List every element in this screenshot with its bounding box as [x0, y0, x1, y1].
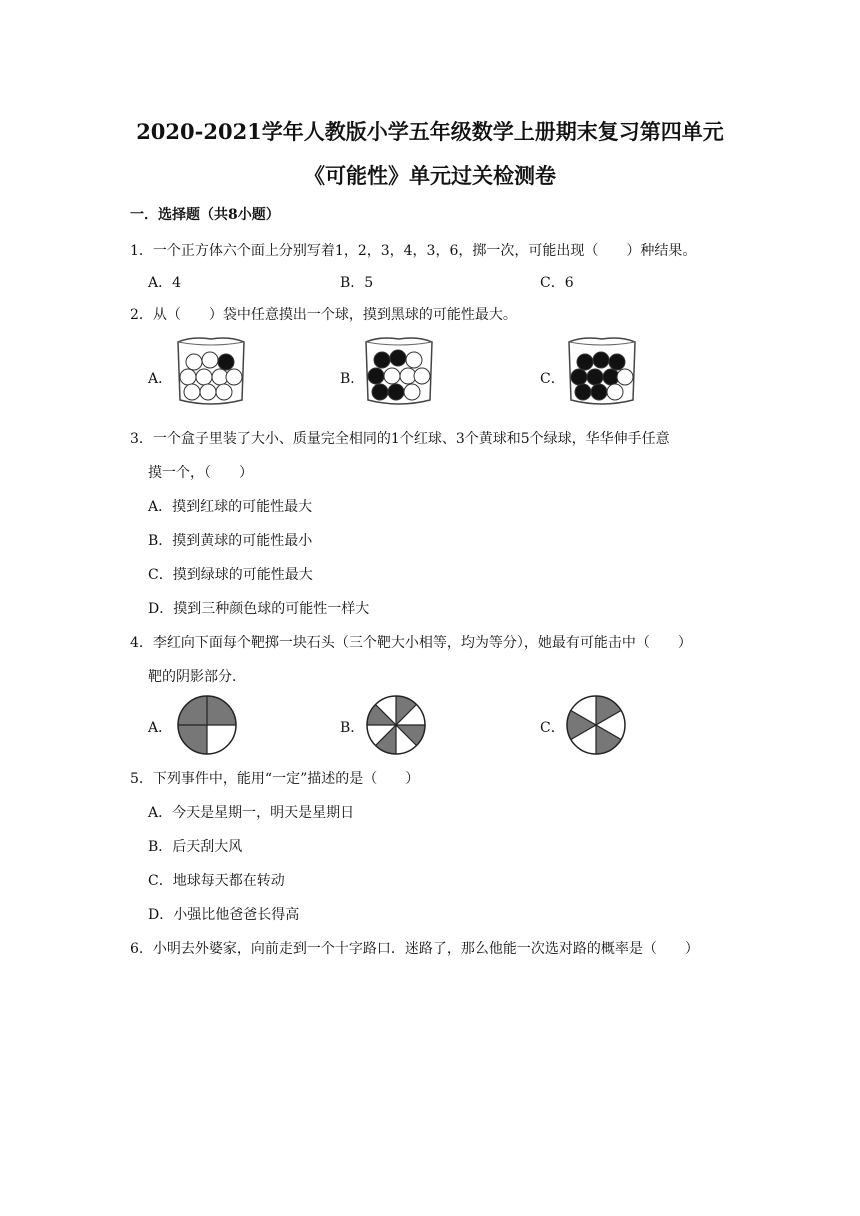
q6-stem: 6．小明去外婆家，向前走到一个十字路口．迷路了，那么他能一次选对路的概率是（ ） — [130, 941, 699, 957]
q4-option-a: A． — [148, 720, 173, 736]
target-b-image — [365, 694, 427, 756]
q4-stem-line1: 4．李红向下面每个靶掷一块石头（三个靶大小相等，均为等分），她最有可能击中（ ） — [130, 635, 692, 651]
q5-option-a: A．今天是星期一，明天是星期日 — [148, 805, 355, 821]
q4-stem-line2: 靶的阴影部分． — [148, 669, 246, 685]
document-title-line1: 2020-2021学年人教版小学五年级数学上册期末复习第四单元 — [136, 119, 724, 144]
document-title-line2: 《可能性》单元过关检测卷 — [304, 163, 556, 188]
target-a-image — [176, 694, 238, 756]
q3-option-d: D．摸到三种颜色球的可能性一样大 — [148, 601, 370, 617]
q1-option-b: B．5 — [340, 275, 374, 291]
bag-a-image — [172, 334, 250, 410]
bag-b-image — [360, 334, 438, 410]
q3-stem-line1: 3．一个盒子里装了大小、质量完全相同的1个红球、3个黄球和5个绿球，华华伸手任意 — [130, 431, 670, 447]
q2-option-c: C． — [540, 371, 565, 387]
bag-c-image — [563, 334, 641, 410]
q1-option-c: C．6 — [540, 275, 574, 291]
q1-option-a: A．4 — [148, 275, 182, 291]
q5-option-c: C．地球每天都在转动 — [148, 873, 285, 889]
q3-option-a: A．摸到红球的可能性最大 — [148, 499, 313, 515]
q3-option-c: C．摸到绿球的可能性最大 — [148, 567, 313, 583]
q4-option-b: B． — [340, 720, 365, 736]
q5-stem: 5．下列事件中，能用“一定”描述的是（ ） — [130, 771, 420, 787]
q2-option-a: A． — [148, 371, 173, 387]
q2-stem: 2．从（ ）袋中任意摸出一个球，摸到黑球的可能性最大。 — [130, 307, 517, 323]
q5-option-d: D．小强比他爸爸长得高 — [148, 907, 300, 923]
q3-stem-line2: 摸一个，（ ） — [148, 465, 253, 481]
section-heading: 一．选择题（共8小题） — [130, 207, 280, 223]
q4-option-c: C． — [540, 720, 565, 736]
q1-stem: 1．一个正方体六个面上分别写着1，2，3，4，3，6，掷一次，可能出现（ ）种结果。 — [130, 243, 697, 259]
q2-option-b: B． — [340, 371, 365, 387]
q3-option-b: B．摸到黄球的可能性最小 — [148, 533, 313, 549]
q5-option-b: B．后天刮大风 — [148, 839, 243, 855]
target-c-image — [565, 694, 627, 756]
